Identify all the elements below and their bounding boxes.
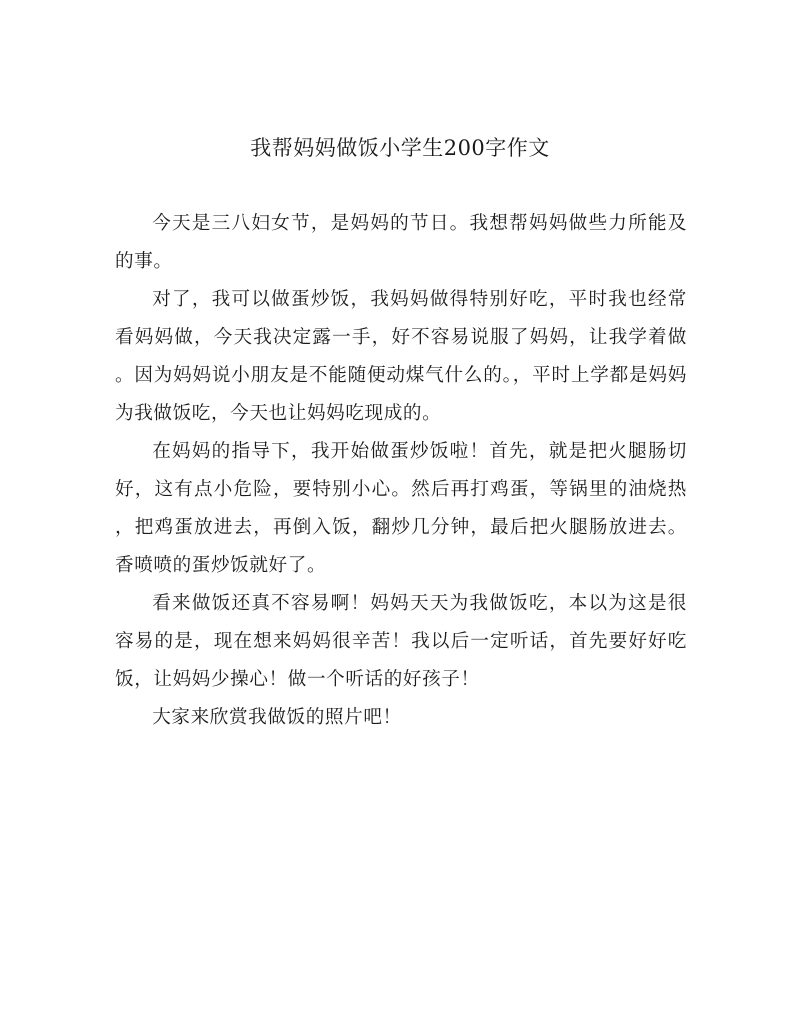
document-body xyxy=(115,205,687,737)
paragraph-1: 今天是三八妇女节，是妈妈的节日。我想帮妈妈做些力所能及的事。 xyxy=(115,213,687,272)
paragraph-4: 看来做饭还真不容易啊！妈妈天天为我做饭吃，本以为这是很容易的是，现在想来妈妈很辛苦！我以后一定听话，首先要好好吃饭，让妈妈少操心！做一个听话的好孩子！ xyxy=(115,593,687,690)
paragraph-2: 对了，我可以做蛋炒饭，我妈妈做得特别好吃，平时我也经常看妈妈做，今天我决定露一手，好不容易说服了妈妈，让我学着做。因为妈妈说小朋友是不能随便动煤气什么的。，平时上学都是妈妈为我做饭吃，今天也让妈妈吃现成的。 xyxy=(115,289,687,424)
paragraph-3: 在妈妈的指导下，我开始做蛋炒饭啦！首先，就是把火腿肠切好，这有点小危险，要特别小心。然后再打鸡蛋，等锅里的油烧热，把鸡蛋放进去，再倒入饭，翻炒几分钟，最后把火腿肠放进去。香喷喷的蛋炒饭就好了。 xyxy=(115,441,687,576)
paragraph-5: 大家来欣赏我做饭的照片吧！ xyxy=(152,707,402,728)
document-title: 我帮妈妈做饭小学生200字作文 xyxy=(250,136,550,160)
